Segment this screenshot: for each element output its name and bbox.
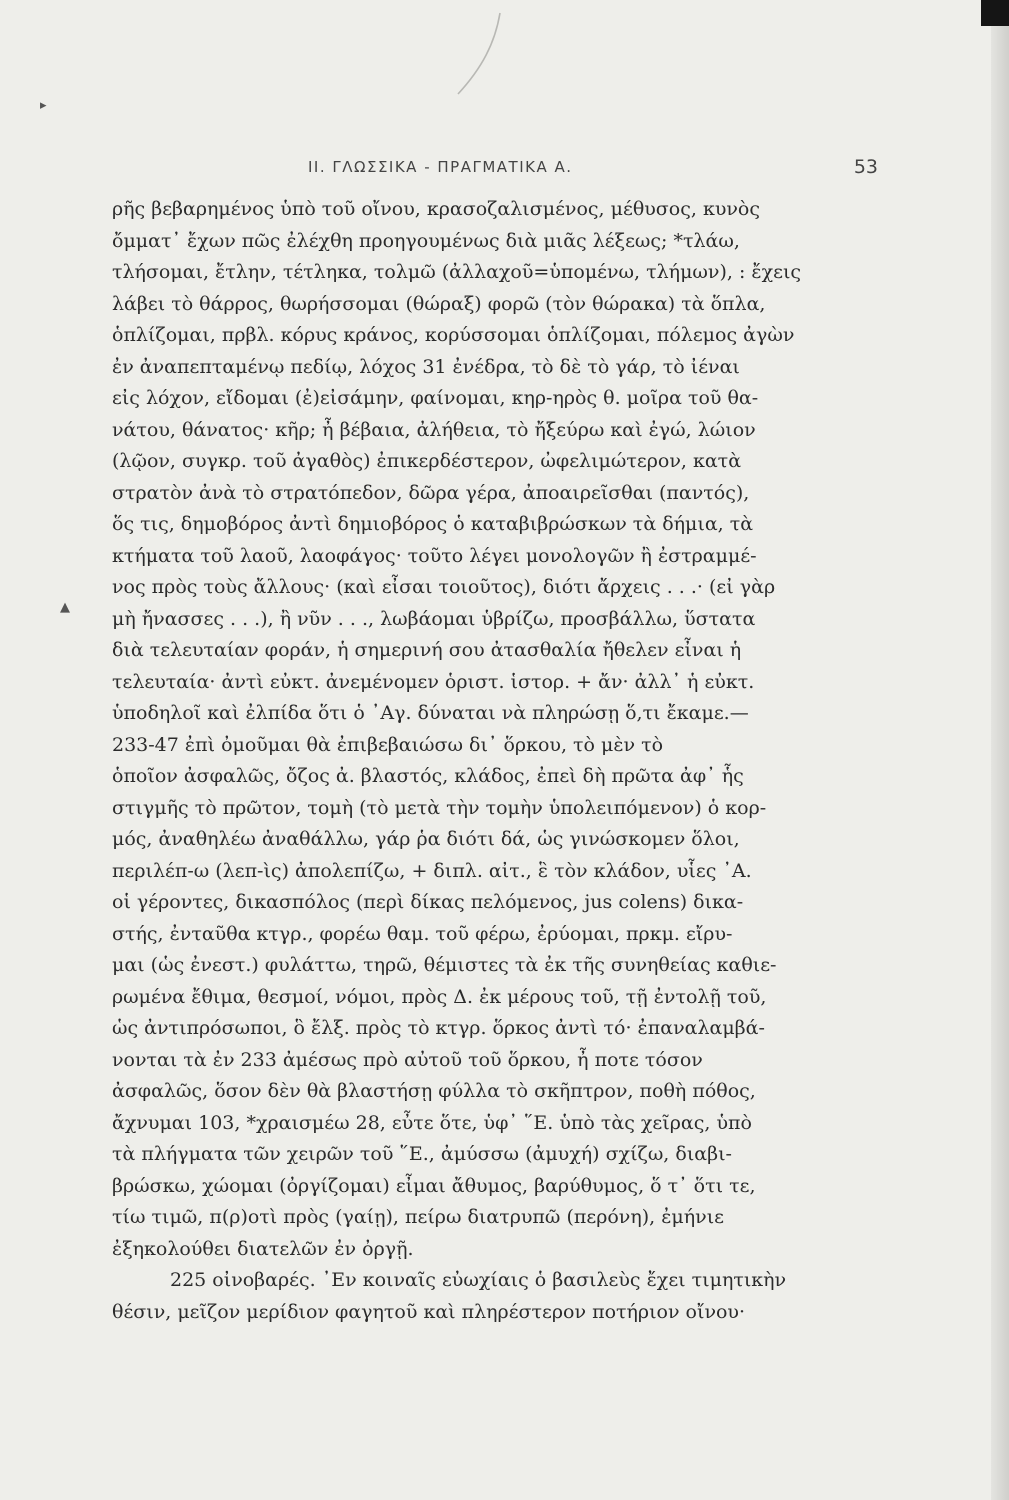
text-line: ὡς ἀντιπρόσωποι, ὃ ἔλξ. πρὸς τὸ κτγρ. ὅρκος ἀντὶ τό· ἐπαναλαμβά- — [112, 1017, 765, 1039]
text-line: μὴ ἤνασσες . . .), ἢ νῦν . . ., λωβάομαι ὑβρίζω, προσβάλλω, ὕστατα — [112, 607, 756, 630]
text-line: ὑποδηλοῖ καὶ ἐλπίδα ὅτι ὁ ᾿Αγ. δύναται νὰ πληρώσῃ ὅ,τι ἔκαμε.— — [112, 702, 749, 724]
scan-corner-mark — [981, 0, 1009, 26]
text-line: τελευταία· ἀντὶ εὐκτ. ἀνεμένομεν ὁριστ. ἱστορ. + ἄν· ἀλλ᾽ ἡ εὐκτ. — [112, 670, 755, 693]
text-line: (λῷον, συγκρ. τοῦ ἀγαθὸς) ἐπικερδέστερον, ὠφελιμώτερον, κατὰ — [112, 450, 742, 472]
page-header — [108, 158, 878, 184]
text-line: βρώσκω, χώομαι (ὀργίζομαι) εἶμαι ἄθυμος, βαρύθυμος, ὅ τ᾽ ὅτι τε, — [112, 1174, 756, 1197]
text-line: μαι (ὡς ἐνεστ.) φυλάττω, τηρῶ, θέμιστες τὰ ἐκ τῆς συνηθείας καθιε- — [112, 954, 777, 976]
text-line: ἐν ἀναπεπταμένῳ πεδίῳ, λόχος 31 ἐνέδρα, τὸ δὲ τὸ γάρ, τὸ ἰέναι — [112, 355, 740, 378]
text-line: ἀσφαλῶς, ὅσον δὲν θὰ βλαστήσῃ φύλλα τὸ σκῆπτρον, ποθὴ πόθος, — [112, 1080, 756, 1102]
text-line: λάβει τὸ θάρρος, θωρήσσομαι (θώραξ) φορῶ (τὸν θώρακα) τὰ ὅπλα, — [112, 292, 766, 315]
margin-arrow-mark: ▲ — [60, 600, 70, 615]
text-line: ὅς τις, δημοβόρος ἀντὶ δημιοβόρος ὁ καταβιβρώσκων τὰ δήμια, τὰ — [112, 513, 754, 535]
text-line: τλήσομαι, ἔτλην, τέτληκα, τολμῶ (ἀλλαχοῦ=ὑπομένω, τλήμων), : ἔχεις — [112, 261, 802, 283]
text-line: ὄμματ᾽ ἔχων πῶς ἐλέχθη προηγουμένως διὰ μιᾶς λέξεως; *τλάω, — [112, 229, 740, 252]
text-line: διὰ τελευταίαν φοράν, ἡ σημερινή σου ἀτασθαλία ἤθελεν εἶναι ἡ — [112, 639, 742, 661]
text-line: 225 οἰνοβαρές. ᾿Εν κοιναῖς εὐωχίαις ὁ βασιλεὺς ἔχει τιμητικὴν — [170, 1269, 787, 1291]
running-head: II. ΓΛΩΣΣΙΚΑ - ΠΡΑΓΜΑΤΙΚΑ Α. — [308, 158, 573, 176]
text-line: ρῆς βεβαρημένος ὑπὸ τοῦ οἴνου, κρασοζαλισμένος, μέθυσος, κυνὸς — [112, 198, 760, 220]
text-line: ρωμένα ἔθιμα, θεσμοί, νόμοι, πρὸς Δ. ἐκ μέρους τοῦ, τῇ ἐντολῇ τοῦ, — [112, 985, 767, 1008]
text-line: ὁποῖον ἀσφαλῶς, ὄζος ἀ. βλαστός, κλάδος, ἐπεὶ δὴ πρῶτα ἀφ᾽ ἧς — [112, 765, 744, 787]
page-number: 53 — [853, 156, 878, 178]
text-line: νονται τὰ ἐν 233 ἀμέσως πρὸ αὐτοῦ τοῦ ὅρκου, ἦ ποτε τόσον — [112, 1048, 703, 1071]
margin-speck-mark: ▸ — [40, 98, 47, 113]
text-line: τίω τιμῶ, π(ρ)οτὶ πρὸς (γαίῃ), πείρω διατρυπῶ (περόνη), ἐμήνιε — [112, 1206, 724, 1228]
text-line: ἐξηκολούθει διατελῶν ἐν ὀργῇ. — [112, 1237, 414, 1260]
text-line: περιλέπ-ω (λεπ-ὶς) ἀπολεπίζω, + διπλ. αἰτ., ἓ τὸν κλάδον, υἷες ᾿Α. — [112, 859, 752, 882]
text-line: ἄχνυμαι 103, *χραισμέω 28, εὖτε ὅτε, ὑφ᾽ ῞Ε. ὑπὸ τὰς χεῖρας, ὑπὸ — [112, 1111, 752, 1134]
text-line: οἱ γέροντες, δικασπόλος (περὶ δίκας πελόμενος, jus colens) δικα- — [112, 891, 744, 913]
text-line: νος πρὸς τοὺς ἄλλους· (καὶ εἶσαι τοιοῦτος), διότι ἄρχεις . . .· (εἰ γὰρ — [112, 576, 776, 598]
text-line: εἰς λόχον, εἴδομαι (ἐ)εἰσάμην, φαίνομαι, κηρ-ηρὸς θ. μοῖρα τοῦ θα- — [112, 387, 759, 409]
pencil-stroke-mark — [440, 8, 520, 98]
text-line: θέσιν, μεῖζον μερίδιον φαγητοῦ καὶ πληρέστερον ποτήριον οἴνου· — [112, 1300, 746, 1323]
text-line: στιγμῆς τὸ πρῶτον, τομὴ (τὸ μετὰ τὴν τομὴν ὑπολειπόμενον) ὁ κορ- — [112, 796, 767, 819]
text-line: στρατὸν ἀνὰ τὸ στρατόπεδον, δῶρα γέρα, ἀποαιρεῖσθαι (παντός), — [112, 481, 750, 504]
body-text — [112, 194, 872, 1328]
text-line: 233-47 ἐπὶ ὀμοῦμαι θὰ ἐπιβεβαιώσω δι᾽ ὅρκου, τὸ μὲν τὸ — [112, 733, 664, 756]
text-line: στής, ἐνταῦθα κτγρ., φορέω θαμ. τοῦ φέρω, ἐρύομαι, πρκμ. εἴρυ- — [112, 922, 733, 945]
text-line: μός, ἀναθηλέω ἀναθάλλω, γάρ ῥα διότι δά, ὡς γινώσκομεν ὅλοι, — [112, 828, 740, 850]
text-line: τὰ πλήγματα τῶν χειρῶν τοῦ ῞Ε., ἀμύσσω (ἀμυχή) σχίζω, διαβι- — [112, 1143, 732, 1165]
text-line: κτήματα τοῦ λαοῦ, λαοφάγος· τοῦτο λέγει μονολογῶν ἢ ἐστραμμέ- — [112, 544, 757, 567]
text-line: νάτου, θάνατος· κῆρ; ἦ βέβαια, ἀλήθεια, τὸ ἤξεύρω καὶ ἐγώ, λώιον — [112, 418, 756, 441]
page-edge-shadow — [991, 0, 1009, 1500]
text-line: ὁπλίζομαι, πρβλ. κόρυς κράνος, κορύσσομαι ὁπλίζομαι, πόλεμος ἀγὼν — [112, 324, 795, 346]
